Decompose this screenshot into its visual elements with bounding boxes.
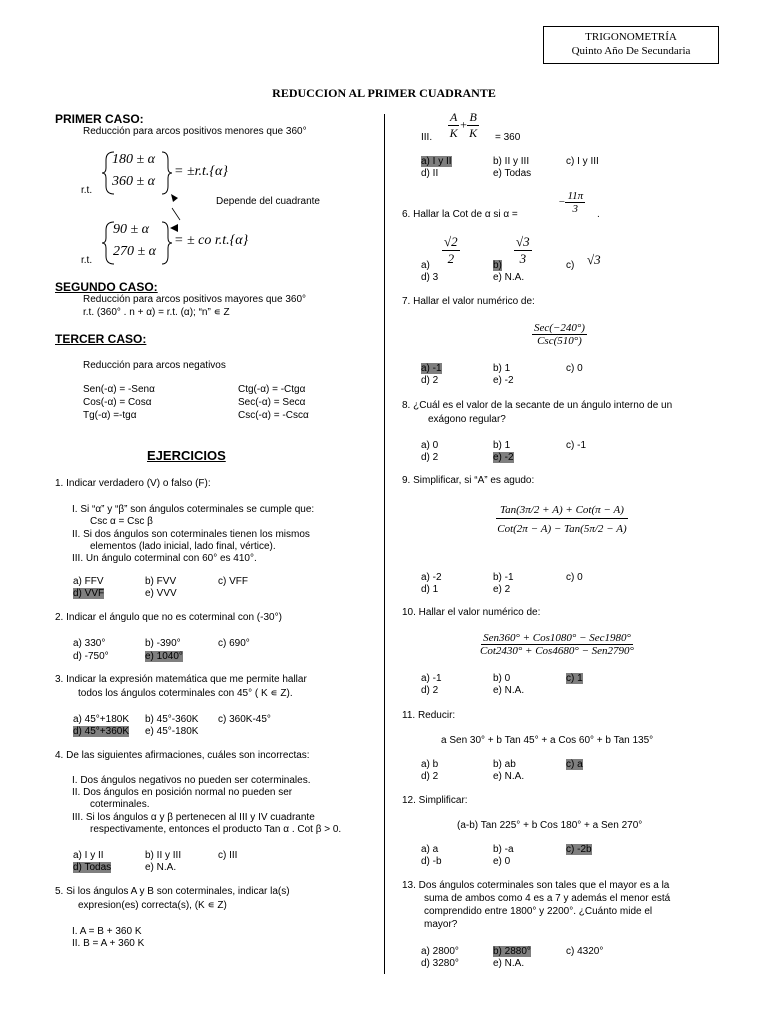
caso3-heading: TERCER CASO: xyxy=(55,332,147,346)
caso2-heading: SEGUNDO CASO: xyxy=(55,280,158,294)
q6-b-num: √3 xyxy=(516,234,530,249)
q8-stem2: exágono regular? xyxy=(428,414,506,425)
q1-d-answer: d) VVF xyxy=(73,588,105,599)
q8-b: b) 1 xyxy=(493,440,511,451)
q10-expr xyxy=(480,632,634,657)
header-subject: TRIGONOMETRÍA xyxy=(585,31,677,43)
q7-a-answer: a) -1 xyxy=(421,363,442,374)
q4-i: I. Dos ángulos negativos no pueden ser coterminales. xyxy=(72,775,311,786)
q1-stem: 1. Indicar verdadero (V) o falso (F): xyxy=(55,478,211,489)
q7-e: e) -2 xyxy=(493,375,514,386)
q13-d: d) 3280° xyxy=(421,958,459,969)
q6-c: c) xyxy=(566,260,575,271)
q3-b: b) 45°-360K xyxy=(145,714,199,725)
page-title: REDUCCION AL PRIMER CUADRANTE xyxy=(272,86,496,100)
caso2-formula: r.t. (360° . n + α) = r.t. (α); “n” ∊ Z xyxy=(83,307,230,318)
q9-stem: 9. Simplificar, si “A” es agudo: xyxy=(402,475,535,486)
q5-iii-eq: = 360 xyxy=(495,132,521,143)
q1-e: e) VVV xyxy=(145,588,177,599)
q6-minus: − xyxy=(558,196,566,209)
q9-a: a) -2 xyxy=(421,572,442,583)
q4-iii: III. Si los ángulos α y β pertenecen al III y IV cuadrante xyxy=(72,812,315,823)
q1-c: c) VFF xyxy=(218,576,248,587)
q5-stem2: expresion(es) correcta(s), (K ∊ Z) xyxy=(78,900,227,911)
q4-e: e) N.A. xyxy=(145,862,177,873)
q5-num2: B xyxy=(469,110,477,124)
q2-a: a) 330° xyxy=(73,638,106,649)
q5-b: b) II y III xyxy=(493,156,530,167)
q2-stem: 2. Indicar el ángulo que no es coterminal con (-30°) xyxy=(55,612,282,623)
q1-i: I. Si “α” y “β” son ángulos coterminales se cumple que: xyxy=(72,504,315,515)
q8-stem: 8. ¿Cuál es el valor de la secante de un ángulo interno de un xyxy=(402,400,673,411)
q5-e: e) Todas xyxy=(493,168,532,179)
q7-den: Csc(510°) xyxy=(537,335,582,347)
q12-a: a) a xyxy=(421,844,439,855)
caso1-rt1: r.t. xyxy=(81,185,93,196)
caso1-f2r: = ± co r.t.{α} xyxy=(174,233,249,248)
caso3-l1a: Sen(-α) = -Senα xyxy=(83,384,155,395)
q10-den: Cot2430° + Cos4680° − Sen2790° xyxy=(480,645,634,657)
q10-stem: 10. Hallar el valor numérico de: xyxy=(402,607,541,618)
caso1-f1a: 180 ± α xyxy=(112,152,156,167)
q13-l4: mayor? xyxy=(424,919,458,930)
q5-iii-expr: $\frac{A}{K}$ + $\frac{B}{K}$ xyxy=(449,110,478,140)
q6-den: 3 xyxy=(572,203,579,215)
q1-iii: III. Un ángulo coterminal con 60° es 410°. xyxy=(72,553,257,564)
q6-c-value: √3 xyxy=(587,252,601,267)
q11-d: d) 2 xyxy=(421,771,439,782)
q10-e: e) N.A. xyxy=(493,685,525,696)
caso3-desc: Reducción para arcos negativos xyxy=(83,360,226,371)
q13-l3: comprendido entre 1800° y 2200°. ¿Cuánto mide el xyxy=(424,906,653,917)
q6-num: 11π xyxy=(567,190,584,202)
q3-c: c) 360K-45° xyxy=(218,714,271,725)
caso3-l3b: Csc(-α) = -Cscα xyxy=(238,410,309,421)
q3-a: a) 45°+180K xyxy=(73,714,129,725)
q13-l2: suma de ambos como 4 es a 7 y además el menor está xyxy=(424,893,671,904)
caso1-desc: Reducción para arcos positivos menores que 360° xyxy=(83,126,307,137)
q6-b-frac xyxy=(514,234,532,267)
q4-c: c) III xyxy=(218,850,238,861)
header-grade: Quinto Año De Secundaria xyxy=(571,45,691,57)
q4-stem: 4. De las siguientes afirmaciones, cuáles son incorrectas: xyxy=(55,750,310,761)
q9-b: b) -1 xyxy=(493,572,514,583)
q5-ii: II. B = A + 360 K xyxy=(72,938,145,949)
q4-iii2: respectivamente, entonces el producto Tan α . Cot β > 0. xyxy=(90,824,342,835)
q1-ii: II. Si dos ángulos son coterminales tienen los mismos xyxy=(72,529,310,540)
caso1-note: Depende del cuadrante xyxy=(216,196,320,207)
q11-b: b) ab xyxy=(493,759,516,770)
q13-l1: 13. Dos ángulos coterminales son tales que el mayor es a la xyxy=(402,880,670,891)
q6-a-den: 2 xyxy=(447,251,455,266)
q8-e-answer: e) -2 xyxy=(493,452,514,463)
q8-a: a) 0 xyxy=(421,440,439,451)
q12-expr: (a-b) Tan 225° + b Cos 180° + a Sen 270° xyxy=(457,820,643,831)
q9-e: e) 2 xyxy=(493,584,511,595)
q3-stem2: todos los ángulos coterminales con 45° ( K ∊ Z). xyxy=(78,688,293,699)
caso3-l3a: Tg(-α) =-tgα xyxy=(83,410,137,421)
q4-ii2: coterminales. xyxy=(90,799,150,810)
q4-d-answer: d) Todas xyxy=(73,862,112,873)
q10-num: Sen360° + Cos1080° − Sec1980° xyxy=(483,632,631,644)
q6-d: d) 3 xyxy=(421,272,439,283)
q12-stem: 12. Simplificar: xyxy=(402,795,468,806)
q4-b: b) II y III xyxy=(145,850,182,861)
q10-b: b) 0 xyxy=(493,673,511,684)
q1-i2: Csc α = Csc β xyxy=(90,516,153,527)
q2-d: d) -750° xyxy=(73,651,109,662)
q10-c-answer: c) 1 xyxy=(566,673,583,684)
q7-b: b) 1 xyxy=(493,363,511,374)
q7-c: c) 0 xyxy=(566,363,583,374)
q5-iii: III. xyxy=(421,132,433,143)
q3-d-answer: d) 45°+360K xyxy=(73,726,129,737)
q11-a: a) b xyxy=(421,759,439,770)
q13-a: a) 2800° xyxy=(421,946,459,957)
q11-expr: a Sen 30° + b Tan 45° + a Cos 60° + b Tan 135° xyxy=(441,735,654,746)
q1-ii2: elementos (lado inicial, lado final, vértice). xyxy=(90,541,276,552)
q3-e: e) 45°-180K xyxy=(145,726,199,737)
q5-c: c) I y III xyxy=(566,156,599,167)
q5-a-answer: a) I y II xyxy=(421,156,452,167)
q5-i: I. A = B + 360 K xyxy=(72,926,142,937)
q8-d: d) 2 xyxy=(421,452,439,463)
q9-d: d) 1 xyxy=(421,584,439,595)
q6-stem: 6. Hallar la Cot de α si α = xyxy=(402,209,518,220)
header-box xyxy=(543,26,719,64)
q13-c: c) 4320° xyxy=(566,946,604,957)
q5-d: d) II xyxy=(421,168,439,179)
q12-b: b) -a xyxy=(493,844,514,855)
q10-d: d) 2 xyxy=(421,685,439,696)
q1-b: b) FVV xyxy=(145,576,177,587)
q9-c: c) 0 xyxy=(566,572,583,583)
q9-den: Cot(2π − A) − Tan(5π/2 − A) xyxy=(497,523,627,535)
q7-expr xyxy=(532,322,587,347)
q8-c: c) -1 xyxy=(566,440,586,451)
caso3-l2b: Sec(-α) = Secα xyxy=(238,397,306,408)
caso1-f2a: 90 ± α xyxy=(113,222,150,237)
q5-num1: A xyxy=(450,110,458,124)
q9-expr xyxy=(496,502,628,535)
caso2-desc: Reducción para arcos positivos mayores que 360° xyxy=(83,294,307,305)
q10-a: a) -1 xyxy=(421,673,442,684)
q13-e: e) N.A. xyxy=(493,958,525,969)
caso1-f1b: 360 ± α xyxy=(112,174,156,189)
q3-stem: 3. Indicar la expresión matemática que me permite hallar xyxy=(55,674,307,685)
q6-alpha-value xyxy=(558,190,585,215)
q6-e: e) N.A. xyxy=(493,272,525,283)
q5-den2: K xyxy=(469,126,478,140)
q6-b-answer: b) xyxy=(493,260,502,271)
q6-a: a) xyxy=(421,260,430,271)
q7-stem: 7. Hallar el valor numérico de: xyxy=(402,296,535,307)
q4-a: a) I y II xyxy=(73,850,104,861)
q11-stem: 11. Reducir: xyxy=(402,710,456,721)
q6-a-num: √2 xyxy=(444,234,458,249)
q13-b-answer: b) 2880° xyxy=(493,946,531,957)
caso1-rt2: r.t. xyxy=(81,255,93,266)
q5-den1: K xyxy=(449,126,458,140)
q1-a: a) FFV xyxy=(73,576,104,587)
caso3-l1b: Ctg(-α) = -Ctgα xyxy=(238,384,306,395)
q6-period: . xyxy=(597,209,600,220)
q7-num: Sec(−240°) xyxy=(534,322,585,334)
q12-c-answer: c) -2b xyxy=(566,844,592,855)
q11-e: e) N.A. xyxy=(493,771,525,782)
q12-d: d) -b xyxy=(421,856,442,867)
q2-c: c) 690° xyxy=(218,638,250,649)
caso1-f2b: 270 ± α xyxy=(113,244,157,259)
caso3-l2a: Cos(-α) = Cosα xyxy=(83,397,152,408)
q7-d: d) 2 xyxy=(421,375,439,386)
q12-e: e) 0 xyxy=(493,856,511,867)
q9-num: Tan(3π/2 + A) + Cot(π − A) xyxy=(496,502,628,519)
q6-a-frac xyxy=(442,234,460,267)
q5-stem: 5. Si los ángulos A y B son coterminales, indicar la(s) xyxy=(55,886,290,897)
q4-ii: II. Dos ángulos en posición normal no pueden ser xyxy=(72,787,293,798)
ejercicios-heading: EJERCICIOS xyxy=(147,448,226,463)
q2-b: b) -390° xyxy=(145,638,181,649)
q6-b-den: 3 xyxy=(519,251,527,266)
q2-e-answer: e) 1040° xyxy=(145,651,183,662)
caso1-f1r: = ±r.t.{α} xyxy=(174,164,228,179)
caso1-heading: PRIMER CASO: xyxy=(55,112,144,126)
column-divider xyxy=(384,114,385,974)
q11-c-answer: c) a xyxy=(566,759,583,770)
